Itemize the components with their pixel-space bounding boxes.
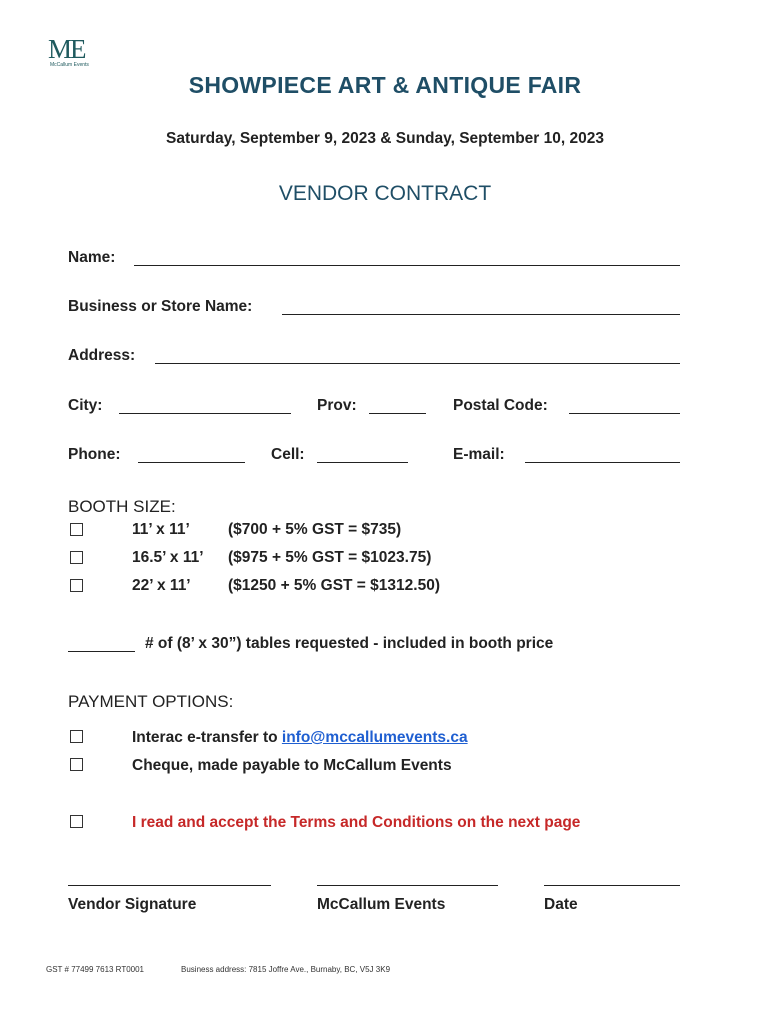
logo-mark: ME — [48, 34, 85, 64]
payment-options-heading: PAYMENT OPTIONS: — [68, 692, 234, 711]
booth-option-checkbox[interactable] — [70, 551, 83, 564]
business-label: Business or Store Name: — [68, 298, 253, 315]
booth-option-size: 22’ x 11’ — [132, 577, 191, 594]
company-signature-label: McCallum Events — [317, 896, 446, 913]
booth-size-heading: BOOTH SIZE: — [68, 497, 176, 516]
logo-subtitle: McCallum Events — [50, 62, 89, 68]
phone-label: Phone: — [68, 446, 121, 463]
postal-code-field[interactable] — [569, 413, 680, 414]
event-dates: Saturday, September 9, 2023 & Sunday, September 10, 2023 — [166, 130, 604, 147]
business-field[interactable] — [282, 314, 680, 315]
cell-field[interactable] — [317, 462, 408, 463]
terms-checkbox[interactable] — [70, 815, 83, 828]
tables-count-field[interactable] — [68, 651, 135, 652]
page-title: SHOWPIECE ART & ANTIQUE FAIR — [188, 72, 582, 98]
name-label: Name: — [68, 249, 116, 266]
prov-field[interactable] — [369, 413, 426, 414]
city-label: City: — [68, 397, 103, 414]
vendor-signature-label: Vendor Signature — [68, 896, 197, 913]
booth-option-checkbox[interactable] — [70, 579, 83, 592]
terms-acceptance-text: I read and accept the Terms and Conditions on the next page — [132, 814, 581, 831]
booth-option-price: ($700 + 5% GST = $735) — [228, 521, 402, 538]
date-line[interactable] — [544, 885, 680, 886]
email-label: E-mail: — [453, 446, 505, 463]
name-field[interactable] — [134, 265, 680, 266]
booth-option-price: ($975 + 5% GST = $1023.75) — [228, 549, 432, 566]
city-field[interactable] — [119, 413, 291, 414]
address-field[interactable] — [155, 363, 680, 364]
business-address: Business address: 7815 Joffre Ave., Burnaby, BC, V5J 3K9 — [181, 965, 391, 974]
payment-cheque-option: Cheque, made payable to McCallum Events — [132, 757, 452, 774]
vendor-signature-line[interactable] — [68, 885, 271, 886]
payment-cheque-checkbox[interactable] — [70, 758, 83, 771]
date-label: Date — [544, 896, 578, 913]
company-signature-line[interactable] — [317, 885, 498, 886]
booth-option-size: 11’ x 11’ — [132, 521, 190, 538]
payment-interac-checkbox[interactable] — [70, 730, 83, 743]
booth-option-checkbox[interactable] — [70, 523, 83, 536]
payment-interac-option — [132, 729, 468, 747]
email-field[interactable] — [525, 462, 680, 463]
postal-code-label: Postal Code: — [453, 397, 548, 414]
company-logo — [48, 36, 106, 70]
booth-option-size: 16.5’ x 11’ — [132, 549, 204, 566]
phone-field[interactable] — [138, 462, 245, 463]
tables-requested-label: # of (8’ x 30”) tables requested - included in booth price — [145, 635, 554, 652]
cell-label: Cell: — [271, 446, 305, 463]
prov-label: Prov: — [317, 397, 357, 414]
interac-label: Interac e-transfer to — [132, 729, 282, 746]
document-subtitle: VENDOR CONTRACT — [278, 182, 492, 205]
gst-number: GST # 77499 7613 RT0001 — [46, 965, 144, 974]
interac-email-link[interactable]: info@mccallumevents.ca — [281, 729, 468, 746]
booth-option-price: ($1250 + 5% GST = $1312.50) — [228, 577, 440, 594]
address-label: Address: — [68, 347, 136, 364]
